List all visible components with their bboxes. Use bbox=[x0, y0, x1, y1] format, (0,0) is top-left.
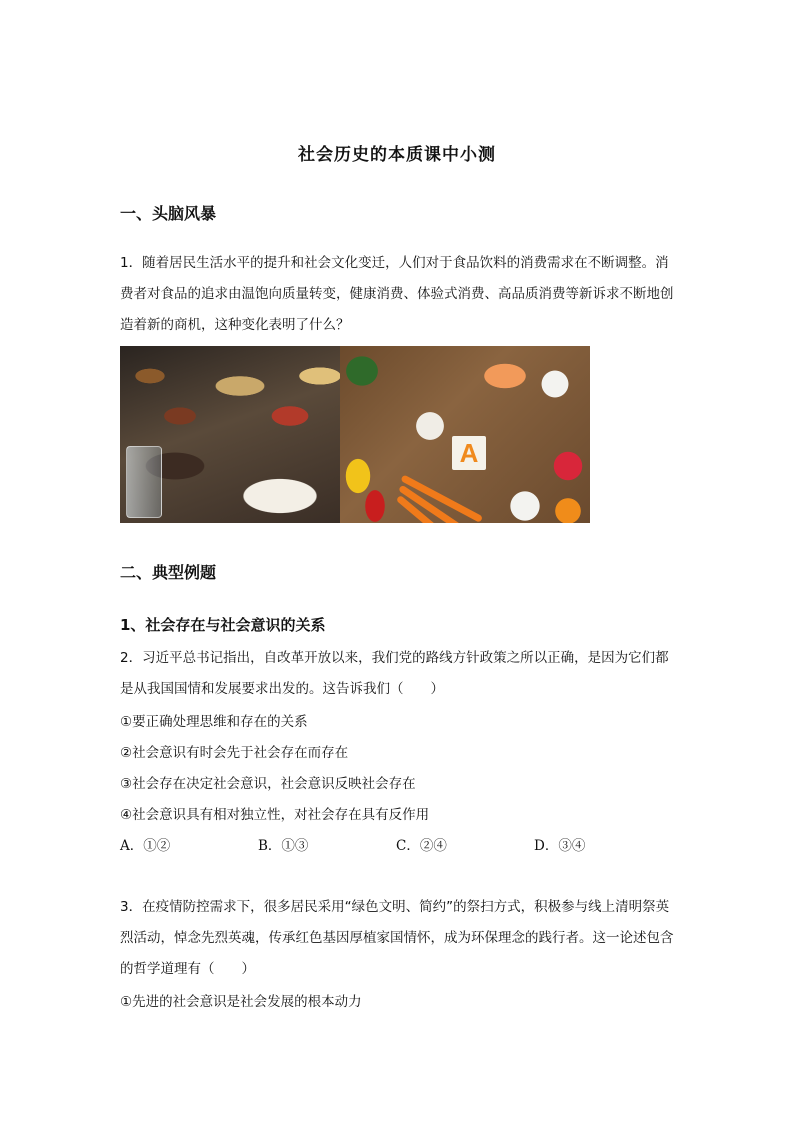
question-1-text: 1．随着居民生活水平的提升和社会文化变迁，人们对于食品饮料的消费需求在不断调整。消费者对食品的追求由温饱向质量转变，健康消费、体验式消费、高品质消费等新诉求不断地创造着新的商机，这种变化表明了什么？ bbox=[120, 255, 674, 333]
question-2-option: ④社会意识具有相对独立性，对社会存在具有反作用 bbox=[120, 807, 430, 823]
page-title: 社会历史的本质课中小测 bbox=[298, 145, 496, 165]
question-2-option: ②社会意识有时会先于社会存在而存在 bbox=[120, 745, 349, 761]
choice-b: B．①③ bbox=[258, 838, 309, 854]
question-2-option: ③社会存在决定社会意识，社会意识反映社会存在 bbox=[120, 776, 416, 792]
question-3-option: ①先进的社会意识是社会发展的根本动力 bbox=[120, 994, 362, 1010]
glass-icon bbox=[126, 446, 162, 518]
question-3-stem: 3．在疫情防控需求下，很多居民采用“绿色文明、简约”的祭扫方式，积极参与线上清明祭英烈活动，悼念先烈英魂，传承红色基因厚植家国情怀，成为环保理念的践行者。这一论述包含的哲学道理有（ ） bbox=[120, 899, 674, 977]
vitamin-a-card: A bbox=[452, 436, 486, 470]
question-2-stem: 2．习近平总书记指出，自改革开放以来，我们党的路线方针政策之所以正确，是因为它们都是从我国国情和发展要求出发的。这告诉我们（ ） bbox=[120, 650, 669, 697]
section-heading-examples: 二、典型例题 bbox=[120, 563, 217, 582]
subsection-heading: 1、社会存在与社会意识的关系 bbox=[120, 616, 326, 634]
question-2-option: ①要正确处理思维和存在的关系 bbox=[120, 714, 308, 730]
vegetables-photo-icon bbox=[340, 346, 590, 523]
section-heading-brainstorm: 一、头脑风暴 bbox=[120, 204, 217, 223]
choice-c: C．②④ bbox=[396, 838, 447, 854]
feast-photo-icon bbox=[120, 346, 340, 523]
choice-a: A．①② bbox=[120, 838, 171, 854]
choice-d: D．③④ bbox=[534, 838, 586, 854]
